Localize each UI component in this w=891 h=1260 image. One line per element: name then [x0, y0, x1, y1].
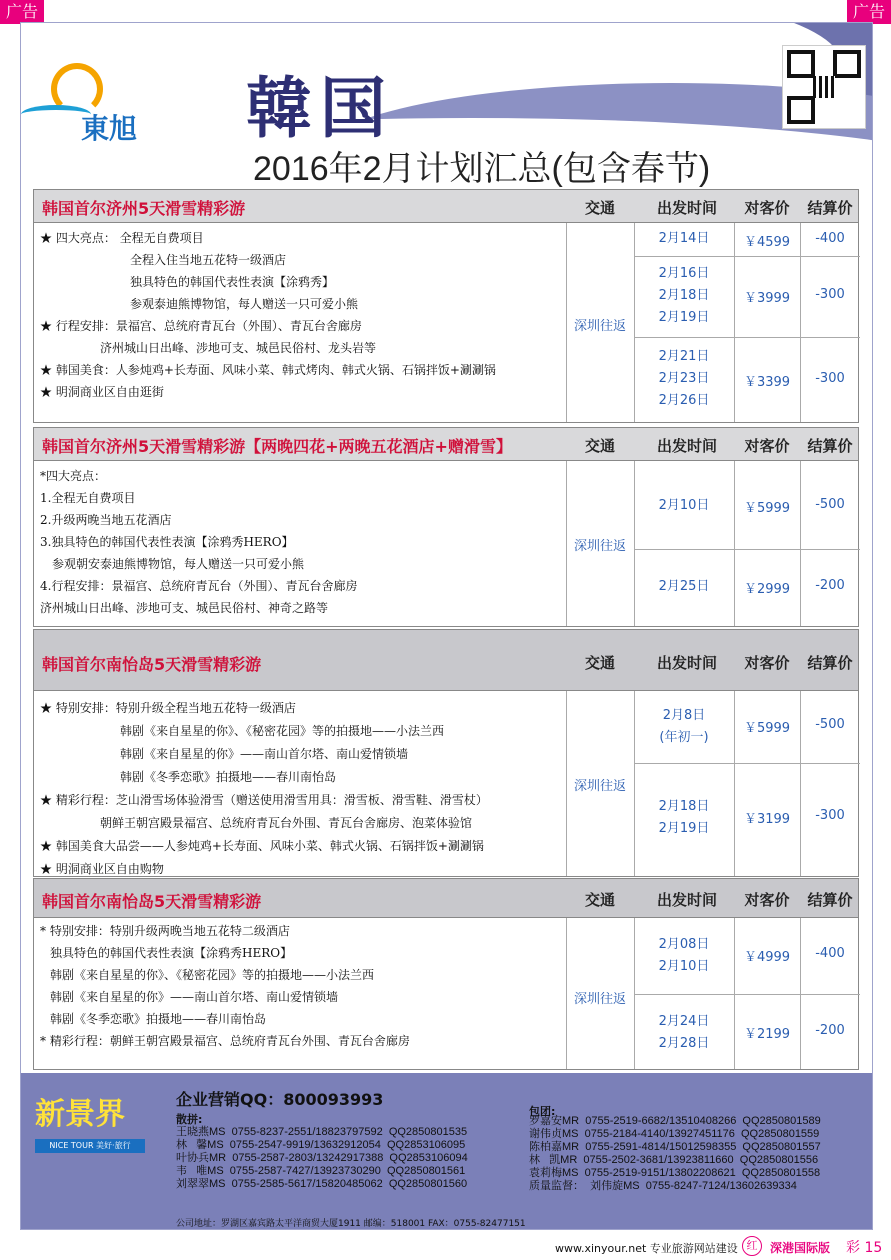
itinerary-line: 3.独具特色的韩国代表性表演【涂鸦秀HERO】 [40, 535, 294, 549]
website-credit: www.xinyour.net 专业旅游网站建设 [555, 1242, 738, 1255]
section-body [33, 691, 859, 877]
customer-price: ￥5999 [743, 501, 791, 516]
product-name: 韩国首尔南怡岛5天滑雪精彩游 [42, 892, 262, 911]
departure-date: 2月10日 [658, 498, 710, 513]
itinerary-line: 济州城山日出峰、涉地可支、城邑民俗村、神奇之路等 [40, 601, 329, 615]
itinerary-line: *四大亮点： [40, 469, 107, 483]
itinerary-line: 韩剧《冬季恋歌》拍摄地——春川南怡岛 [50, 1012, 267, 1026]
product-name: 韩国首尔南怡岛5天滑雪精彩游 [42, 655, 262, 674]
departure-date: 2月18日 [658, 799, 710, 814]
page-subtitle: 2016年2月计划汇总(包含春节) [253, 150, 711, 188]
customer-price: ￥2999 [743, 582, 791, 597]
col-price: 对客价 [744, 891, 790, 909]
customer-price: ￥3999 [743, 291, 791, 306]
page-footer [0, 1232, 891, 1260]
col-transport: 交通 [584, 437, 615, 455]
tour-section-1 [33, 189, 859, 423]
customer-price: ￥2199 [743, 1027, 791, 1042]
col-depart: 出发时间 [656, 891, 717, 909]
qr-code-icon [782, 45, 866, 129]
itinerary-line: 韩剧《来自星星的你》、《秘密花园》等的拍摄地——小法兰西 [120, 724, 445, 738]
col-price: 对客价 [744, 654, 790, 672]
itinerary-line: 全程入住当地五花特一级酒店 [130, 253, 287, 267]
settle-price: -200 [815, 1023, 845, 1038]
section-header [33, 427, 859, 461]
section-body [33, 918, 859, 1070]
col-depart: 出发时间 [656, 437, 717, 455]
page-number: 彩 15 [846, 1240, 883, 1256]
departure-date: 2月24日 [658, 1014, 710, 1029]
brand-name: 東旭 [81, 112, 138, 145]
page-title: 韓国 [246, 69, 394, 147]
scatter-label: 散拼: [176, 1113, 203, 1126]
scatter-contacts: 王晓燕MS 0755-8237-2551/18823797592 QQ2850801535 林 馨MS 0755-2547-9919/13632912054 QQ2853106095 叶协兵MR 0755-2587-2803/13242917388 QQ2853106094 韦 唯MS 0755-2587-7427/13923730290 QQ2850801561 刘翠翠MS 0755-2585-5617/15820485062 QQ2850801560 [176, 1126, 468, 1190]
customer-price: ￥3399 [743, 375, 791, 390]
itinerary-line: 独具特色的韩国代表性表演【涂鸦秀HERO】 [50, 946, 293, 960]
departure-row [634, 223, 860, 257]
transport-value: 深圳往返 [573, 992, 626, 1007]
col-transport: 交通 [584, 654, 615, 672]
header [21, 23, 872, 188]
itinerary-line: 4.行程安排：景福宫、总统府青瓦台（外围）、青瓦台舍廊房 [40, 579, 358, 593]
itinerary-line: ★ 行程安排：景福宫、总统府青瓦台（外围）、青瓦台舍廊房 [40, 319, 362, 333]
col-settle: 结算价 [807, 654, 853, 672]
col-transport: 交通 [584, 199, 615, 217]
edition-name: 深港国际版 [770, 1241, 831, 1255]
brand-logo [21, 55, 151, 145]
itinerary-line: 1.全程无自费项目 [40, 491, 136, 505]
tour-section-3 [33, 629, 859, 877]
itinerary-line: 韩剧《来自星星的你》——南山首尔塔、南山爱情锁墙 [50, 990, 339, 1004]
settle-price: -500 [815, 497, 845, 512]
section-header [33, 629, 859, 691]
departure-date: 2月8日 [662, 708, 706, 723]
departure-date: 2月25日 [658, 579, 710, 594]
departure-row [634, 918, 860, 995]
group-label: 包团: [529, 1105, 556, 1118]
departure-date: 2月18日 [658, 288, 710, 303]
footer-brand-logo [35, 1089, 145, 1169]
departure-row [634, 257, 860, 338]
itinerary-line: ★ 四大亮点： 全程无自费项目 [40, 231, 204, 245]
itinerary-line: 韩剧《来自星星的你》——南山首尔塔、南山爱情锁墙 [120, 747, 409, 761]
footer-brand-tagline: NICE TOUR 美好·旅行 [35, 1139, 145, 1153]
col-settle: 结算价 [807, 437, 853, 455]
itinerary-line: 独具特色的韩国代表性表演【涂鸦秀】 [130, 275, 335, 289]
contact-footer [21, 1073, 872, 1229]
itinerary-line: 朝鲜王朝宫殿景福宫、总统府青瓦台外围、青瓦台舍廊房、泡菜体验馆 [100, 816, 473, 830]
ad-tag-right: 广告 [847, 0, 891, 24]
departure-row [634, 550, 860, 627]
departure-date: 2月26日 [658, 393, 710, 408]
itinerary-line: 济州城山日出峰、涉地可支、城邑民俗村、龙头岩等 [100, 341, 377, 355]
settle-price: -300 [815, 287, 845, 302]
col-price: 对客价 [744, 437, 790, 455]
red-badge: 红 [742, 1236, 762, 1256]
itinerary-line: 韩剧《来自星星的你》、《秘密花园》等的拍摄地——小法兰西 [50, 968, 375, 982]
itinerary-line: ★ 明洞商业区自由逛街 [40, 385, 164, 399]
itinerary-line: ★ 精彩行程：芝山滑雪场体验滑雪（赠送使用滑雪用具：滑雪板、滑雪鞋、滑雪杖） [40, 793, 488, 807]
enterprise-qq: 企业营销QQ：800093993 [176, 1090, 384, 1109]
settle-price: -200 [815, 578, 845, 593]
section-body [33, 223, 859, 423]
col-price: 对客价 [744, 199, 790, 217]
col-settle: 结算价 [807, 199, 853, 217]
itinerary-line: ★ 韩国美食大品尝——人参炖鸡+长寿面、风味小菜、韩式火锅、石锅拌饭+涮涮锅 [40, 839, 484, 853]
departure-row [634, 764, 860, 877]
departure-date: 2月23日 [658, 371, 710, 386]
col-settle: 结算价 [807, 891, 853, 909]
itinerary-line: ★ 明洞商业区自由购物 [40, 862, 164, 876]
departure-row [634, 995, 860, 1070]
col-depart: 出发时间 [656, 654, 717, 672]
poster-frame [20, 22, 873, 1230]
settle-price: -400 [815, 231, 845, 246]
customer-price: ￥3199 [743, 812, 791, 827]
settle-price: -500 [815, 717, 845, 732]
settle-price: -300 [815, 371, 845, 386]
itinerary-line: * 特别安排：特别升级两晚当地五花特二级酒店 [40, 924, 290, 938]
itinerary-line: * 精彩行程：朝鲜王朝宫殿景福宫、总统府青瓦台外围、青瓦台舍廊房 [40, 1034, 410, 1048]
ad-tag-left: 广告 [0, 0, 44, 24]
departure-date: 2月16日 [658, 266, 710, 281]
customer-price: ￥5999 [743, 721, 791, 736]
product-name: 韩国首尔济州5天滑雪精彩游 [42, 199, 246, 218]
departure-date: 2月28日 [658, 1036, 710, 1051]
section-header [33, 189, 859, 223]
footer-brand-name: 新景界 [35, 1097, 125, 1132]
group-contacts: 罗嘉安MR 0755-2519-6682/13510408266 QQ2850801589 谢伟贞MS 0755-2184-4140/13927451176 QQ2850801559 陈柏嘉MR 0755-2591-4814/15012598355 QQ2850801557 林 凯MR 0755-2502-3681/13923811660 QQ2850801556 袁莉梅MS 0755-2519-9151/13802208621 QQ2850801558 质量监督： 刘伟旋MS 0755-8247-7124/13602639334 [529, 1115, 821, 1192]
section-header [33, 878, 859, 918]
departure-date: 2月19日 [658, 821, 710, 836]
transport-value: 深圳往返 [573, 539, 626, 554]
itinerary-line: 韩剧《冬季恋歌》拍摄地——春川南怡岛 [120, 770, 337, 784]
col-depart: 出发时间 [656, 199, 717, 217]
itinerary-line: 2.升级两晚当地五花酒店 [40, 513, 172, 527]
departure-date: 2月19日 [658, 310, 710, 325]
section-body [33, 461, 859, 627]
itinerary-line: ★ 特别安排：特别升级全程当地五花特一级酒店 [40, 701, 296, 715]
company-address: 公司地址：罗湖区嘉宾路太平洋商贸大厦1911 邮编：518001 FAX：0755-82477151 [176, 1219, 526, 1229]
departure-row [634, 691, 860, 764]
departure-row [634, 461, 860, 550]
itinerary-line: ★ 韩国美食：人参炖鸡+长寿面、风味小菜、韩式烤肉、韩式火锅、石锅拌饭+涮涮锅 [40, 363, 496, 377]
departure-date: 2月21日 [658, 349, 710, 364]
itinerary-line: 参观朝安泰迪熊博物馆，每人赠送一只可爱小熊 [52, 557, 305, 571]
transport-value: 深圳往返 [573, 319, 626, 334]
departure-date: (年初一) [659, 730, 709, 745]
settle-price: -300 [815, 808, 845, 823]
tour-section-2 [33, 427, 859, 627]
settle-price: -400 [815, 946, 845, 961]
tour-section-4 [33, 878, 859, 1070]
transport-value: 深圳往返 [573, 779, 626, 794]
product-name: 韩国首尔济州5天滑雪精彩游【两晚四花+两晚五花酒店+赠滑雪】 [42, 437, 512, 456]
itinerary-line: 参观泰迪熊博物馆，每人赠送一只可爱小熊 [130, 297, 359, 311]
col-transport: 交通 [584, 891, 615, 909]
customer-price: ￥4999 [743, 950, 791, 965]
customer-price: ￥4599 [743, 235, 791, 250]
departure-date: 2月10日 [658, 959, 710, 974]
departure-row [634, 338, 860, 423]
departure-date: 2月08日 [658, 937, 710, 952]
departure-date: 2月14日 [658, 231, 710, 246]
